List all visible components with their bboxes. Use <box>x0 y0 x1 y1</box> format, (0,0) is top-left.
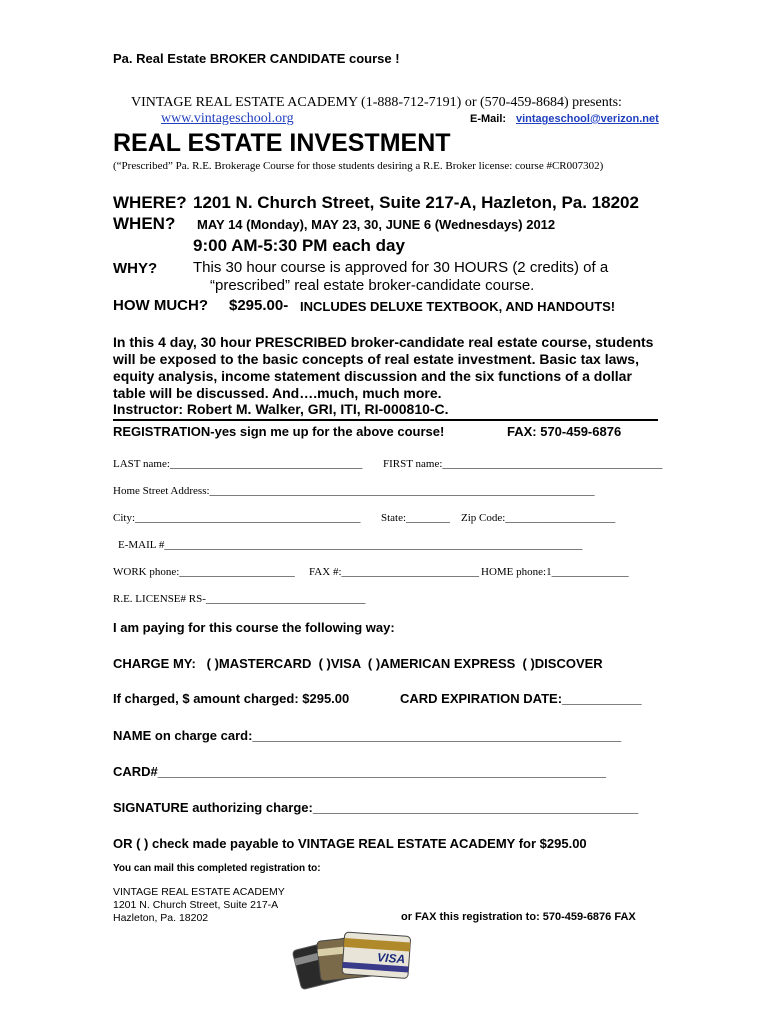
presenter-line: VINTAGE REAL ESTATE ACADEMY (1-888-712-7191) or (570-459-8684) presents: <box>131 95 622 110</box>
fax-field[interactable]: FAX #:_________________________ <box>309 566 479 578</box>
home-address-field[interactable]: Home Street Address:______________________________________________________________________ <box>113 485 595 497</box>
mail-name: VINTAGE REAL ESTATE ACADEMY <box>113 886 285 898</box>
visa-text: VISA <box>376 950 406 967</box>
page-title: REAL ESTATE INVESTMENT <box>113 129 451 157</box>
when-label: WHEN? <box>113 214 176 233</box>
email-link[interactable]: vintageschool@verizon.net <box>516 113 659 125</box>
credit-cards-icon <box>291 926 419 990</box>
state-field[interactable]: State:________ <box>381 512 451 524</box>
card-expiration-field[interactable]: CARD EXPIRATION DATE:___________ <box>400 691 642 706</box>
mail-intro: You can mail this completed registration to: <box>113 863 321 874</box>
when-dates: MAY 14 (Monday), MAY 23, 30, JUNE 6 (Wednesdays) 2012 <box>197 217 556 232</box>
mail-street: 1201 N. Church Street, Suite 217-A <box>113 899 279 911</box>
charge-options[interactable]: CHARGE MY: ( )MASTERCARD ( )VISA ( )AMERICAN EXPRESS ( )DISCOVER <box>113 656 603 671</box>
last-name-field[interactable]: LAST name:___________________________________ <box>113 458 363 470</box>
city-field[interactable]: City:_________________________________________ <box>113 512 361 524</box>
why-label: WHY? <box>113 260 158 277</box>
zip-field[interactable]: Zip Code:____________________ <box>461 512 616 524</box>
email-field[interactable]: E-MAIL #____________________________________________________________________________ <box>118 539 583 551</box>
description-line-1: In this 4 day, 30 hour PRESCRIBED broker-candidate real estate course, students <box>113 334 654 350</box>
where-label: WHERE? <box>113 193 187 212</box>
signature-field[interactable]: SIGNATURE authorizing charge:_____________________________________________ <box>113 800 639 815</box>
page-subtitle: (“Prescribed” Pa. R.E. Brokerage Course for those students desiring a R.E. Broker license: course #CR007302) <box>113 160 604 172</box>
fax-note: or FAX this registration to: 570-459-6876 FAX <box>401 911 636 923</box>
mail-city: Hazleton, Pa. 18202 <box>113 912 209 924</box>
name-on-card-field[interactable]: NAME on charge card:___________________________________________________ <box>113 728 622 743</box>
license-field[interactable]: R.E. LICENSE# RS-_____________________________ <box>113 593 366 605</box>
when-time: 9:00 AM-5:30 PM each day <box>193 236 405 255</box>
section-divider <box>113 419 658 421</box>
where-value: 1201 N. Church Street, Suite 217-A, Hazleton, Pa. 18202 <box>193 193 639 212</box>
amount-charged: If charged, $ amount charged: $295.00 <box>113 691 350 706</box>
instructor: Instructor: Robert M. Walker, GRI, ITI, RI-000810-C. <box>113 401 449 417</box>
how-much-includes: INCLUDES DELUXE TEXTBOOK, AND HANDOUTS! <box>300 299 616 314</box>
how-much-price: $295.00- <box>229 297 289 314</box>
check-option[interactable]: OR ( ) check made payable to VINTAGE REAL ESTATE ACADEMY for $295.00 <box>113 836 587 851</box>
description-line-2: will be exposed to the basic concepts of real estate investment. Basic tax laws, <box>113 351 639 367</box>
card-number-field[interactable]: CARD#______________________________________________________________ <box>113 764 607 779</box>
payment-heading: I am paying for this course the following way: <box>113 620 395 635</box>
credit-cards-image <box>291 926 419 990</box>
course-tag: Pa. Real Estate BROKER CANDIDATE course ! <box>113 51 400 66</box>
why-line-1: This 30 hour course is approved for 30 HOURS (2 credits) of a <box>193 259 609 276</box>
work-phone-field[interactable]: WORK phone:_____________________ <box>113 566 295 578</box>
description-line-4: table will be discussed. And….much, much more. <box>113 385 442 401</box>
website-link[interactable]: www.vintageschool.org <box>161 111 294 126</box>
how-much-label: HOW MUCH? <box>113 297 208 314</box>
first-name-field[interactable]: FIRST name:________________________________________ <box>383 458 663 470</box>
registration-heading: REGISTRATION-yes sign me up for the above course! <box>113 424 445 439</box>
why-line-2: “prescribed” real estate broker-candidate course. <box>210 277 535 294</box>
email-label: E-Mail: <box>470 113 507 125</box>
description-line-3: equity analysis, income statement discussion and the six functions of a dollar <box>113 368 632 384</box>
home-phone-field[interactable]: HOME phone:1______________ <box>481 566 629 578</box>
registration-fax: FAX: 570-459-6876 <box>507 424 622 439</box>
